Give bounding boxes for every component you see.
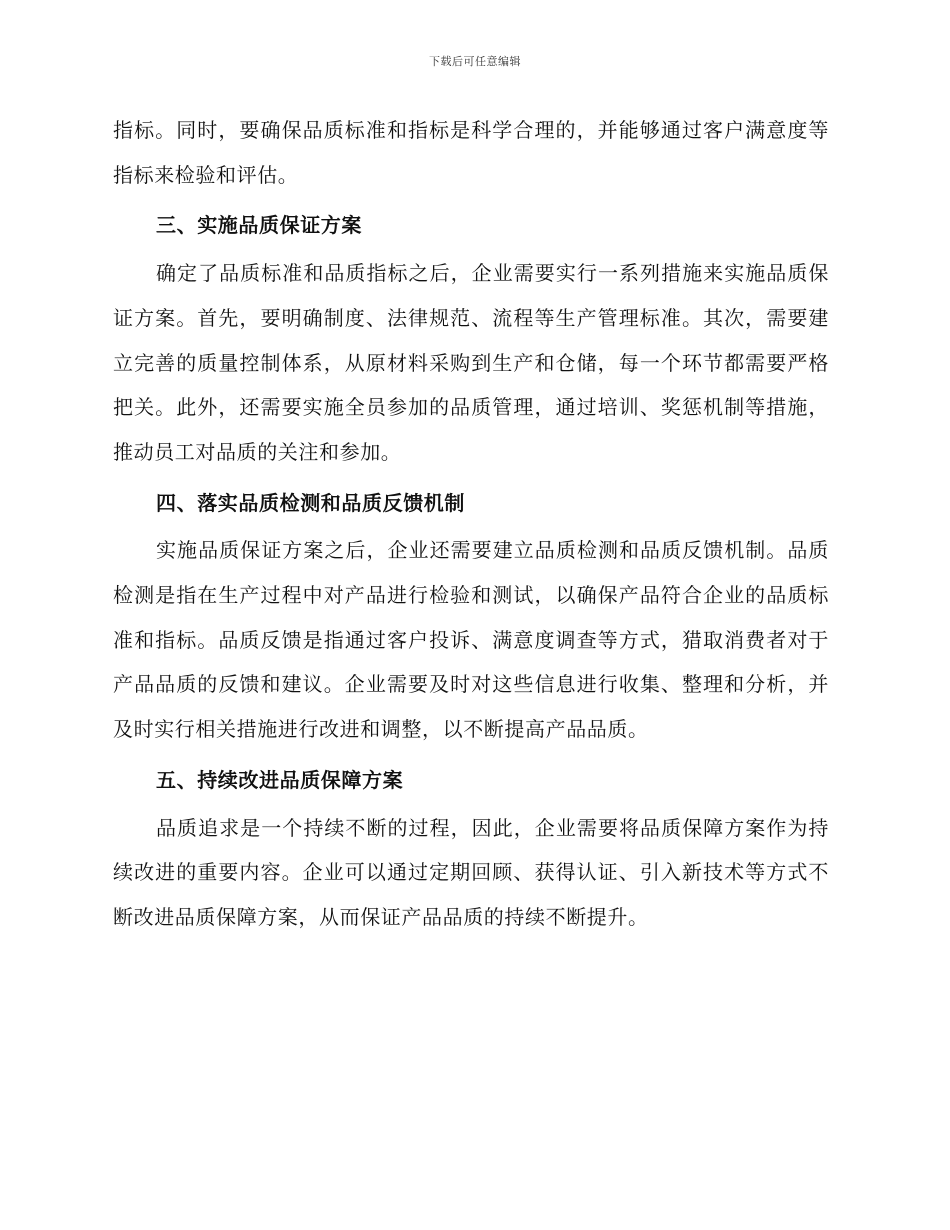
paragraph-quality-assurance-plan: 确定了品质标准和品质指标之后，企业需要实行一系列措施来实施品质保证方案。首先，要明确制度、法律规范、流程等生产管理标准。其次，需要建立完善的质量控制体系，从原材料采购到生产和仓储，每一个环节都需要严格把关。此外，还需要实施全员参加的品质管理，通过培训、奖惩机制等措施，推动员工对品质的关注和参加。 — [113, 261, 829, 464]
paragraph-quality-inspection-feedback: 实施品质保证方案之后，企业还需要建立品质检测和品质反馈机制。品质检测是指在生产过程中对产品进行检验和测试，以确保产品符合企业的品质标准和指标。品质反馈是指通过客户投诉、满意度调查等方式，猎取消费者对于产品品质的反馈和建议。企业需要及时对这些信息进行收集、整理和分析，并及时实行相关措施进行改进和调整，以不断提高产品品质。 — [113, 538, 829, 742]
paragraph-continued-indicators: 指标。同时，要确保品质标准和指标是科学合理的，并能够通过客户满意度等指标来检验和评估。 — [113, 118, 829, 187]
section-heading-4: 四、落实品质检测和品质反馈机制 — [156, 490, 465, 515]
section-heading-5: 五、持续改进品质保障方案 — [156, 767, 404, 792]
document-body — [113, 108, 829, 940]
paragraph-continuous-improvement: 品质追求是一个持续不断的过程，因此，企业需要将品质保障方案作为持续改进的重要内容。企业可以通过定期回顾、获得认证、引入新技术等方式不断改进品质保障方案，从而保证产品品质的持续不断提升。 — [113, 815, 829, 929]
section-heading-3: 三、实施品质保证方案 — [156, 213, 362, 238]
page-header-note: 下载后可任意编辑 — [429, 55, 521, 68]
